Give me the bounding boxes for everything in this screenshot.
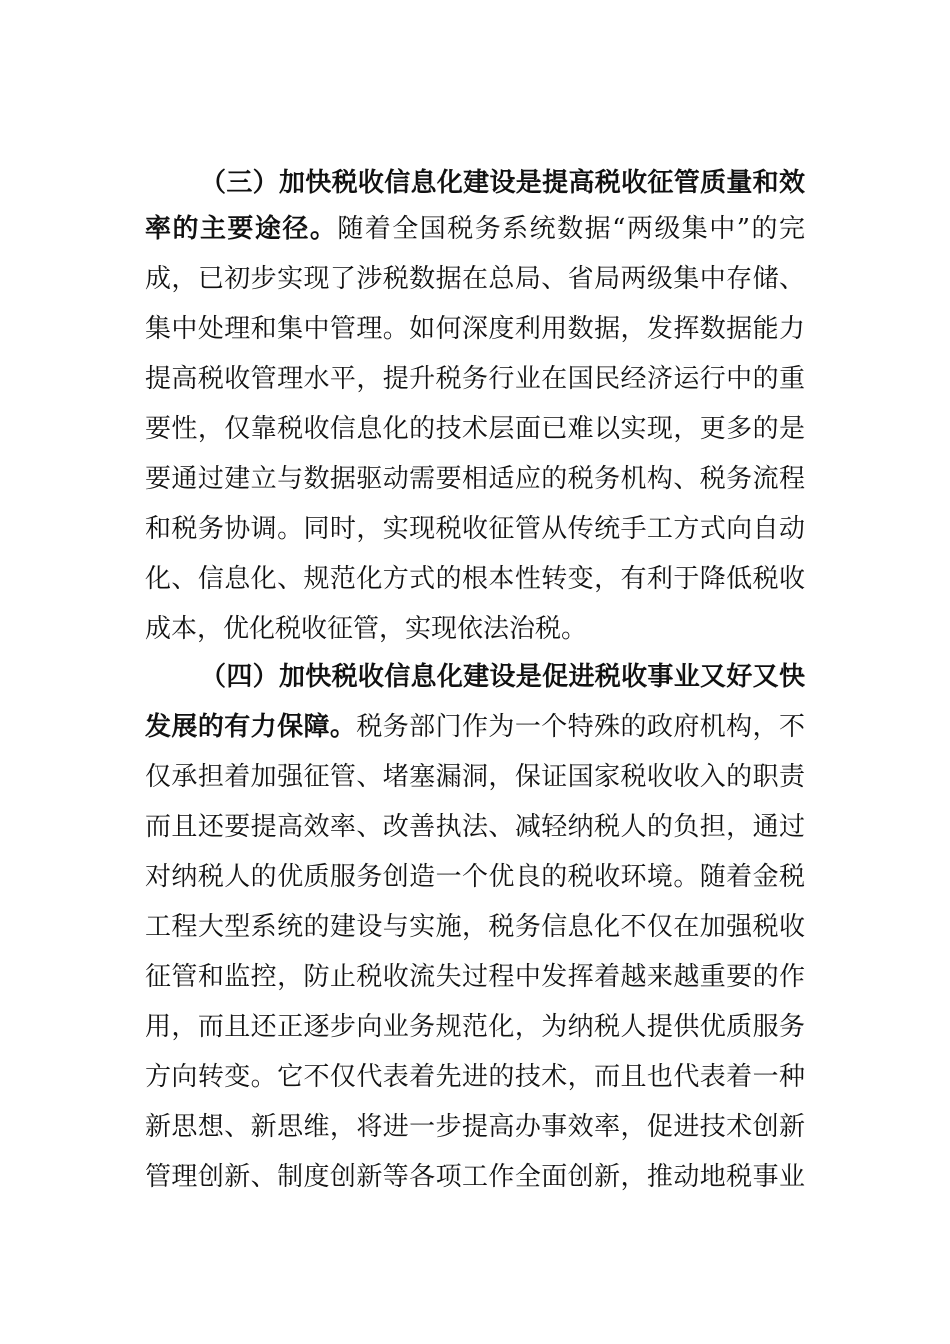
section3-line3: 成，已初步实现了涉税数据在总局、省局两级集中存储、 (145, 264, 805, 294)
section4-line5: 对纳税人的优质服务创造一个优良的税收环境。随着金税 (145, 862, 805, 892)
section3-line9: 化、信息化、规范化方式的根本性转变，有利于降低税收 (145, 564, 805, 594)
section4-line8: 用，而且还正逐步向业务规范化，为纳税人提供优质服务 (145, 1012, 805, 1042)
section3-heading-line2: 率的主要途径。 (145, 214, 338, 244)
section3-line8: 和税务协调。同时，实现税收征管从传统手工方式向自动 (145, 514, 805, 544)
section3-line5: 提高税收管理水平，提升税务行业在国民经济运行中的重 (145, 364, 805, 394)
section4-line2-rest: 税务部门作为一个特殊的政府机构，不 (356, 712, 805, 742)
section3-line2 (145, 209, 805, 249)
section4-line6: 工程大型系统的建设与实施，税务信息化不仅在加强税收 (145, 912, 805, 942)
section4-heading-line2: 发展的有力保障。 (145, 712, 357, 742)
section3-heading-line1: （三）加快税收信息化建设是提高税收征管质量和效 (200, 168, 805, 198)
section4-line4: 而且还要提高效率、改善执法、减轻纳税人的负担，通过 (145, 812, 805, 842)
section3-line4: 集中处理和集中管理。如何深度利用数据，发挥数据能力 (145, 314, 805, 344)
section4-line3: 仅承担着加强征管、堵塞漏洞，保证国家税收收入的职责 (145, 762, 805, 792)
section4-line11: 管理创新、制度创新等各项工作全面创新，推动地税事业 (145, 1162, 805, 1192)
section4-line9: 方向转变。它不仅代表着先进的技术，而且也代表着一种 (145, 1062, 805, 1092)
section3-line2-rest: 随着全国税务系统数据“两级集中”的完 (337, 214, 805, 244)
section3-line10: 成本，优化税收征管，实现依法治税。 (145, 614, 588, 644)
section3-line7: 要通过建立与数据驱动需要相适应的税务机构、税务流程 (145, 464, 805, 494)
section4-line2 (145, 707, 805, 747)
section4-heading-line1: （四）加快税收信息化建设是促进税收事业又好又快 (200, 662, 805, 692)
section3-line6: 要性，仅靠税收信息化的技术层面已难以实现，更多的是 (145, 414, 805, 444)
section4-line7: 征管和监控，防止税收流失过程中发挥着越来越重要的作 (145, 962, 805, 992)
section4-line10: 新思想、新思维，将进一步提高办事效率，促进技术创新 (145, 1112, 805, 1142)
